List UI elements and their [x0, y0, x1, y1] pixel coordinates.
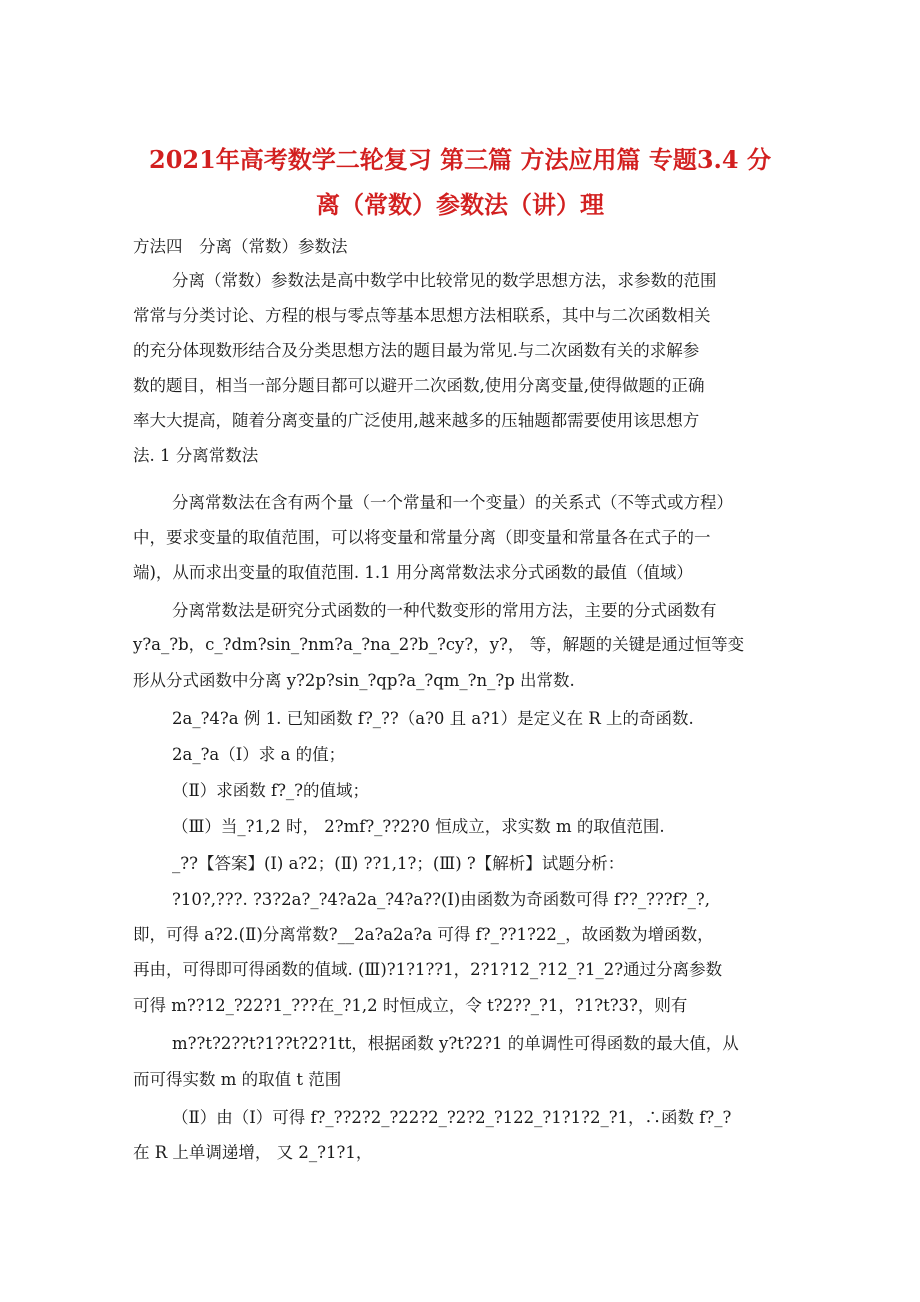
analysis-line: m??t?2??t?1??t?2?1tt，根据函数 y?t?2?1 的单调性可得函数的最大值，从 — [172, 1034, 739, 1053]
paragraph-line: 的充分体现数形结合及分类思想方法的题目最为常见.与二次函数有关的求解参 — [133, 341, 700, 360]
paragraph-line: 常常与分类讨论、方程的根与零点等基本思想方法相联系，其中与二次函数相关 — [133, 306, 711, 325]
example-line: （Ⅲ）当_?1,2 时， 2?mf?_??2?0 恒成立，求实数 m 的取值范围. — [172, 817, 665, 836]
solution-line: 在 R 上单调递增， 又 2_?1?1， — [133, 1143, 373, 1162]
example-line: 2a_?a（Ⅰ）求 a 的值； — [172, 745, 346, 764]
paragraph-line: 分离（常数）参数法是高中数学中比较常见的数学思想方法，求参数的范围 — [172, 271, 717, 290]
example-line: （Ⅱ）求函数 f?_?的值域； — [172, 781, 370, 800]
analysis-line: 而可得实数 m 的取值 t 范围 — [133, 1070, 342, 1089]
document-title-line-1: 2021年高考数学二轮复习 第三篇 方法应用篇 专题3.4 分 — [149, 145, 771, 174]
section-heading: 方法四 分离（常数）参数法 — [133, 237, 348, 256]
paragraph-line: 法. 1 分离常数法 — [133, 446, 259, 465]
example-line: 2a_?4?a 例 1. 已知函数 f?_??（a?0 且 a?1）是定义在 R 上的奇函数. — [172, 709, 694, 728]
paragraph-line: 形从分式函数中分离 y?2p?sin_?qp?a_?qm_?n_?p 出常数. — [133, 671, 575, 690]
solution-line: （Ⅱ）由（Ⅰ）可得 f?_??2?2_?22?2_?2?2_?122_?1?1?2_?1，∴函数 f?_? — [172, 1108, 732, 1127]
paragraph-line: 数的题目，相当一部分题目都可以避开二次函数,使用分离变量,使得做题的正确 — [133, 376, 705, 395]
paragraph-line: 分离常数法在含有两个量（一个常量和一个变量）的关系式（不等式或方程） — [172, 493, 733, 512]
paragraph-line: 分离常数法是研究分式函数的一种代数变形的常用方法，主要的分式函数有 — [172, 601, 717, 620]
paragraph-line: 率大大提高，随着分离变量的广泛使用,越来越多的压轴题都需要使用该思想方 — [133, 411, 700, 430]
paragraph-line: 中，要求变量的取值范围，可以将变量和常量分离（即变量和常量各在式子的一 — [133, 528, 711, 547]
paragraph-line: y?a_?b，c_?dm?sin_?nm?a_?na_2?b_?cy?，y?， 等，解题的关键是通过恒等变 — [133, 635, 745, 654]
analysis-line: 再由，可得即可得函数的值域. (Ⅲ)?1?1??1，2?1?12_?12_?1_2?通过分离参数 — [133, 960, 723, 979]
analysis-line: 即，可得 a?2.(Ⅱ)分离常数?__2a?a2a?a 可得 f?_??1?22_，故函数为增函数， — [133, 925, 714, 944]
paragraph-line: 端)，从而求出变量的取值范围. 1.1 用分离常数法求分式函数的最值（值域） — [133, 563, 693, 582]
analysis-line: 可得 m??12_?22?1_???在_?1,2 时恒成立，令 t?2??_?1，?1?t?3?，则有 — [133, 996, 688, 1015]
document-title-line-2: 离（常数）参数法（讲）理 — [316, 190, 604, 219]
answer-line: _??【答案】(Ⅰ) a?2；(Ⅱ) ??1,1?；(Ⅲ) ?【解析】试题分析： — [172, 854, 625, 873]
analysis-line: ?10?,???. ?3?2a?_?4?a2a_?4?a??(Ⅰ)由函数为奇函数可得 f??_???f?_?, — [172, 890, 710, 909]
